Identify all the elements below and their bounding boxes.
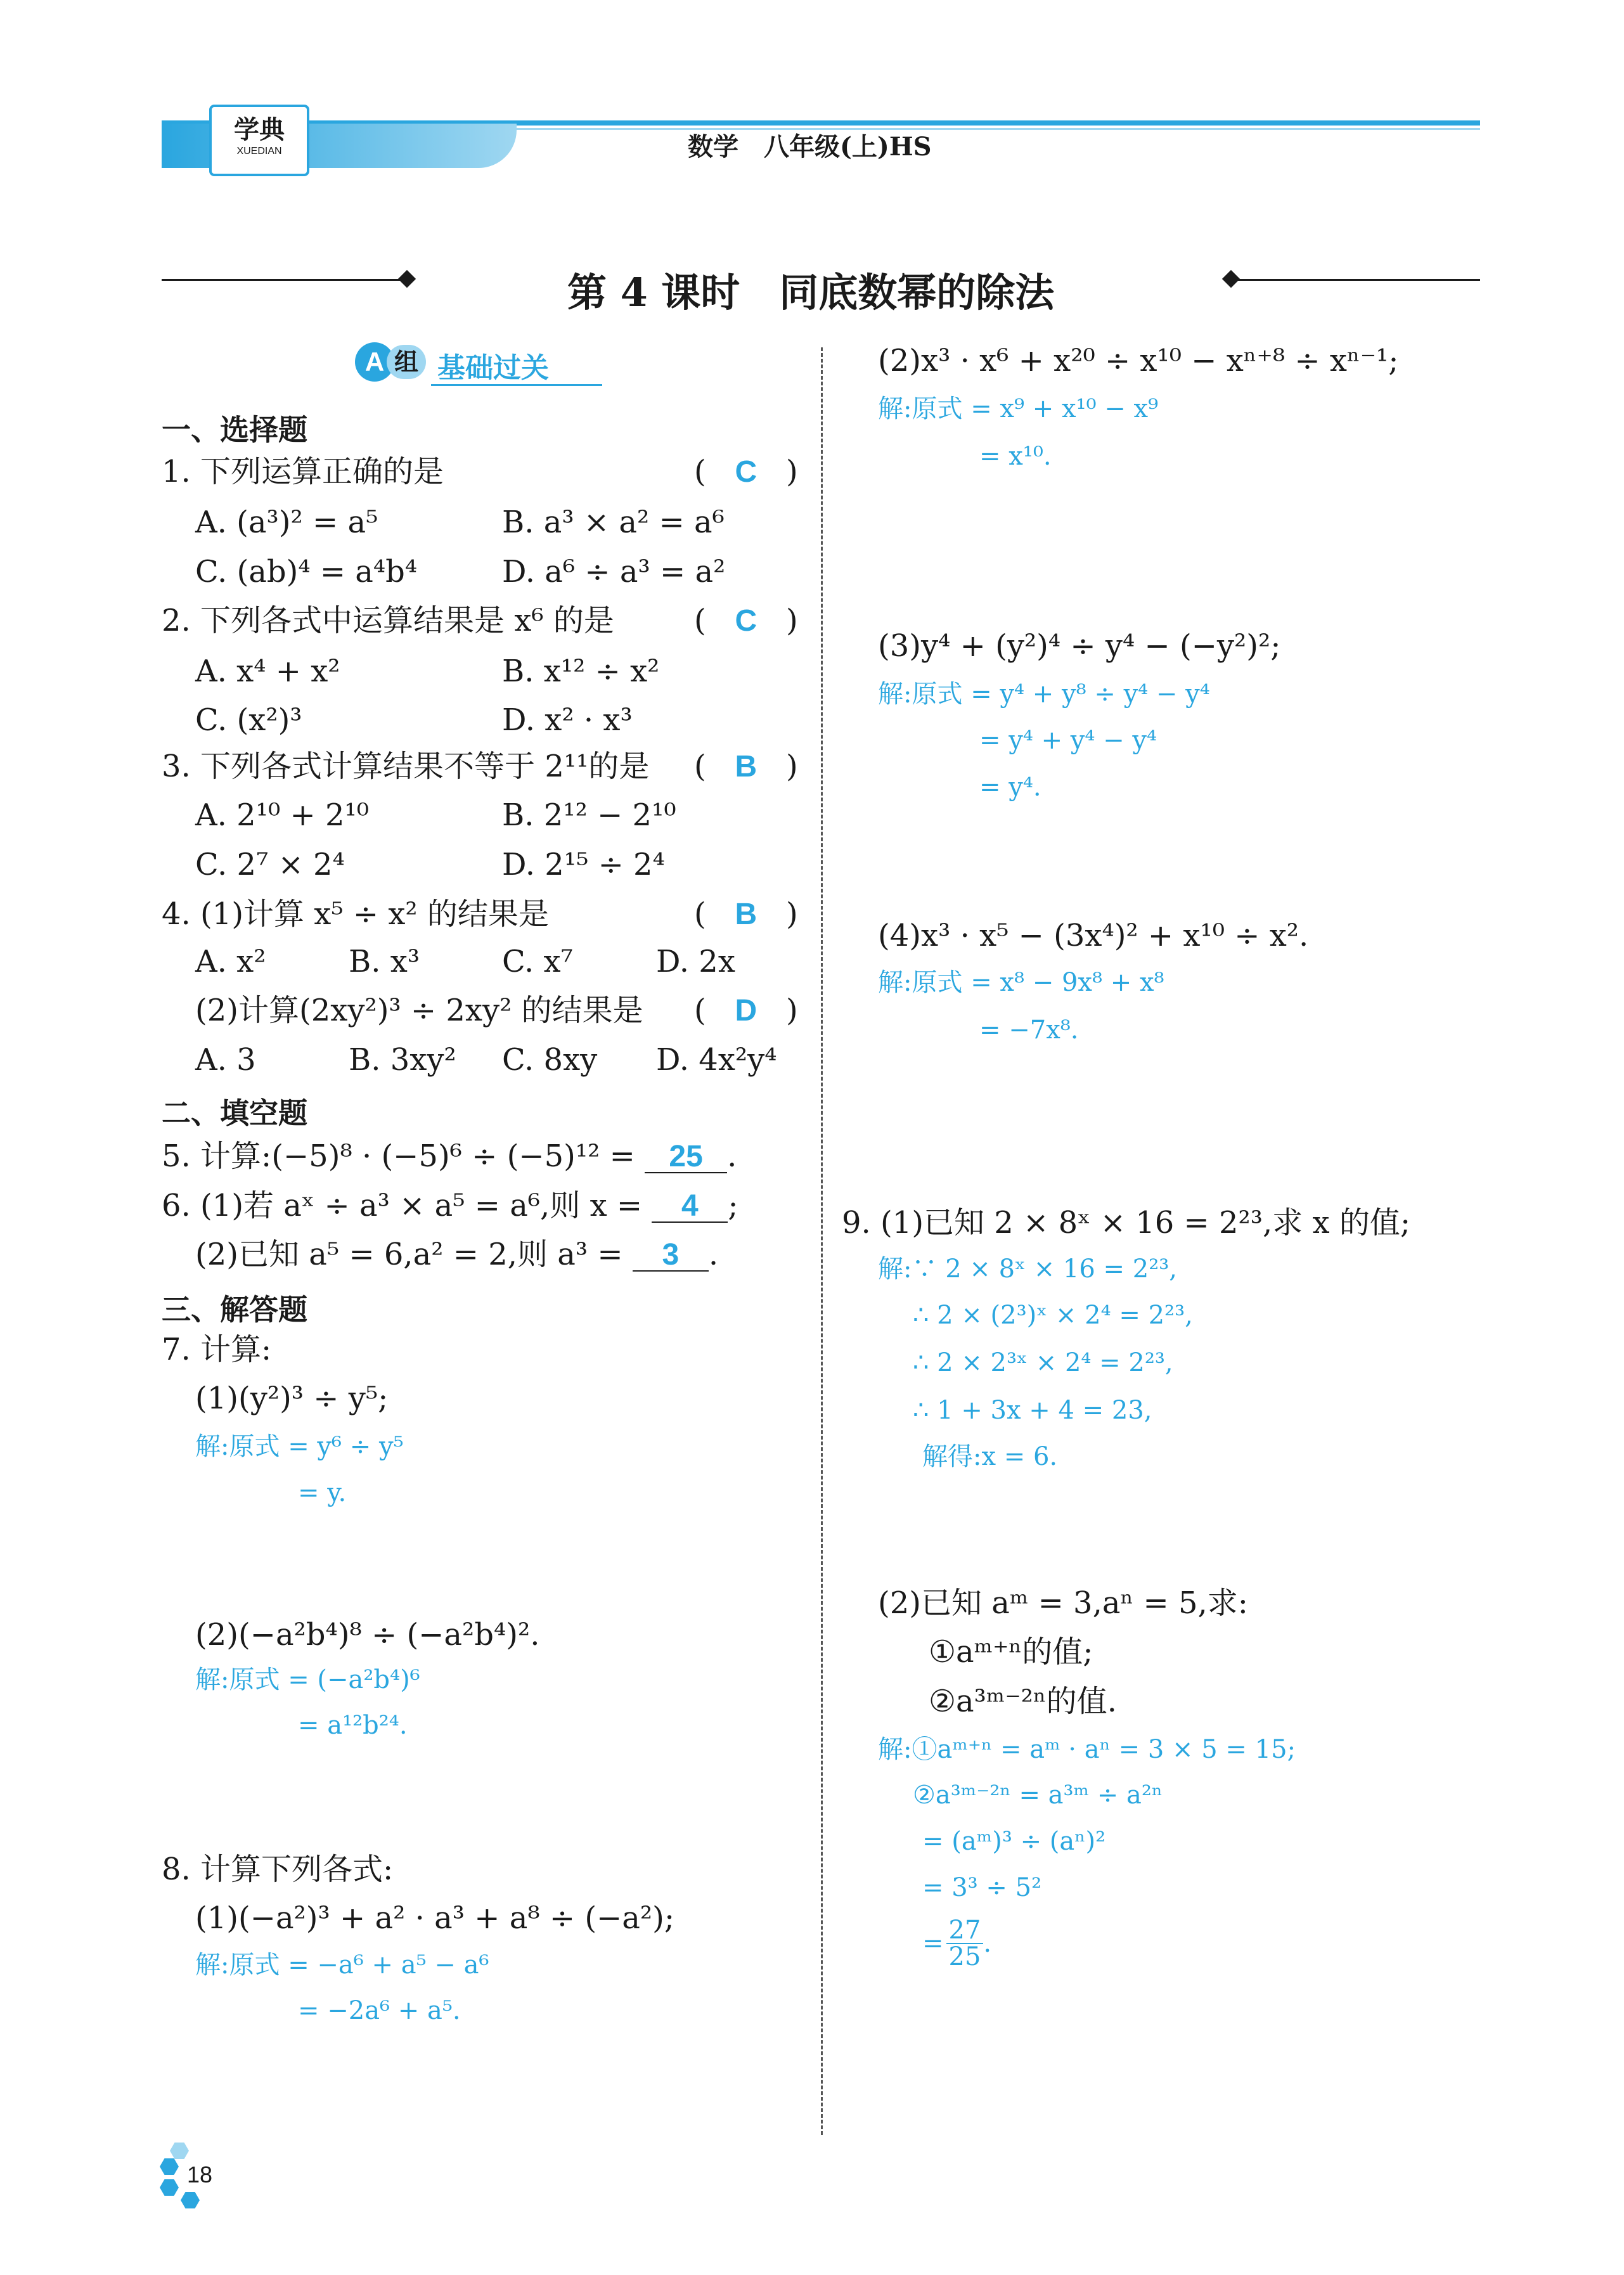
q1-option-d: D. a⁶ ÷ a³ = a² bbox=[502, 554, 726, 590]
q2-option-c: C. (x²)³ bbox=[195, 702, 302, 738]
q3-option-a: A. 2¹⁰ + 2¹⁰ bbox=[195, 797, 369, 833]
column-divider bbox=[821, 347, 823, 2135]
title-rule-right bbox=[1233, 279, 1480, 281]
title-diamond-left bbox=[398, 270, 416, 288]
q6-answer: 4 bbox=[652, 1191, 728, 1223]
q2-option-b: B. x¹² ÷ x² bbox=[502, 654, 660, 689]
q9-2: (2)已知 aᵐ = 3,aⁿ = 5,求: bbox=[878, 1585, 1248, 1621]
q6: 6. (1)若 aˣ ÷ a³ × a⁵ = a⁶,则 x = 4 ; bbox=[162, 1188, 738, 1223]
q7-stem: 7. 计算: bbox=[162, 1332, 272, 1367]
q8-1-solution-2: = −2a⁶ + a⁵. bbox=[298, 1996, 461, 2025]
q4-stem: 4. (1)计算 x⁵ ÷ x² 的结果是 bbox=[162, 896, 549, 932]
q9-2-part-1: ①aᵐ⁺ⁿ的值; bbox=[929, 1634, 1093, 1670]
q8-1-solution-1: 解:原式 = −a⁶ + a⁵ − a⁶ bbox=[195, 1950, 489, 1980]
q8-3-solution-1: 解:原式 = y⁴ + y⁸ ÷ y⁴ − y⁴ bbox=[878, 680, 1210, 709]
q8-4: (4)x³ · x⁵ − (3x⁴)² + x¹⁰ ÷ x². bbox=[878, 918, 1309, 953]
q4-option-d: D. 2x bbox=[656, 944, 735, 979]
q3-stem: 3. 下列各式计算结果不等于 2¹¹的是 bbox=[162, 749, 650, 784]
q4b-option-c: C. 8xy bbox=[502, 1042, 598, 1078]
q7-2-solution-2: = a¹²b²⁴. bbox=[298, 1711, 408, 1740]
q7-1: (1)(y²)³ ÷ y⁵; bbox=[195, 1381, 389, 1416]
q1-stem: 1. 下列运算正确的是 bbox=[162, 454, 444, 489]
q9-1-solution-3: ∴ 2 × 2³ˣ × 2⁴ = 2²³, bbox=[913, 1348, 1173, 1377]
hex-decoration bbox=[170, 2143, 189, 2159]
badge-zu: 组 bbox=[387, 345, 426, 379]
q4b-answer: D bbox=[735, 994, 757, 1028]
q8-3: (3)y⁴ + (y²)⁴ ÷ y⁴ − (−y²)²; bbox=[878, 628, 1281, 664]
q6-stem: 6. (1)若 aˣ ÷ a³ × a⁵ = a⁶,则 x = bbox=[162, 1188, 643, 1223]
logo bbox=[209, 105, 309, 176]
q1-option-b: B. a³ × a² = a⁶ bbox=[502, 505, 725, 540]
hex-decoration bbox=[160, 2158, 179, 2175]
q4b-option-b: B. 3xy² bbox=[349, 1042, 456, 1078]
section-fill: 二、填空题 bbox=[162, 1096, 307, 1130]
q6b-stem: (2)已知 a⁵ = 6,a² = 2,则 a³ = bbox=[195, 1237, 623, 1272]
logo-en: XUEDIAN bbox=[236, 146, 282, 157]
q1-answer: C bbox=[735, 455, 757, 489]
q6b: (2)已知 a⁵ = 6,a² = 2,则 a³ = 3 . bbox=[195, 1237, 719, 1272]
q2-option-a: A. x⁴ + x² bbox=[195, 654, 340, 689]
hex-decoration bbox=[181, 2192, 200, 2208]
group-label: 基础过关 bbox=[437, 352, 549, 384]
q4b-bracket: ( D ) bbox=[694, 993, 798, 1028]
group-underline bbox=[431, 384, 602, 386]
q8-stem: 8. 计算下列各式: bbox=[162, 1852, 394, 1887]
q9-2-solution-5 bbox=[922, 1917, 991, 1969]
q9-1-solution-5: 解得:x = 6. bbox=[922, 1442, 1058, 1471]
q7-2: (2)(−a²b⁴)⁸ ÷ (−a²b⁴)². bbox=[195, 1617, 540, 1653]
fraction bbox=[946, 1917, 984, 1969]
q2-option-d: D. x² · x³ bbox=[502, 702, 633, 738]
q8-3-solution-2: = y⁴ + y⁴ − y⁴ bbox=[979, 726, 1157, 755]
q9-1: 9. (1)已知 2 × 8ˣ × 16 = 2²³,求 x 的值; bbox=[842, 1205, 1411, 1241]
q4-option-a: A. x² bbox=[195, 944, 266, 979]
q8-2: (2)x³ · x⁶ + x²⁰ ÷ x¹⁰ − xⁿ⁺⁸ ÷ xⁿ⁻¹; bbox=[878, 343, 1399, 378]
section-choice: 一、选择题 bbox=[162, 413, 307, 447]
q4-option-b: B. x³ bbox=[349, 944, 420, 979]
q2-stem: 2. 下列各式中运算结果是 x⁶ 的是 bbox=[162, 603, 614, 638]
q3-option-d: D. 2¹⁵ ÷ 2⁴ bbox=[502, 847, 665, 882]
q8-2-solution-2: = x¹⁰. bbox=[979, 442, 1052, 471]
q9-1-solution-4: ∴ 1 + 3x + 4 = 23, bbox=[913, 1396, 1152, 1425]
q7-2-solution-1: 解:原式 = (−a²b⁴)⁶ bbox=[195, 1665, 420, 1694]
page-number: 18 bbox=[187, 2162, 213, 2188]
q9-2-solution-1: 解:①aᵐ⁺ⁿ = aᵐ · aⁿ = 3 × 5 = 15; bbox=[878, 1735, 1296, 1764]
logo-cn: 学典 bbox=[234, 115, 285, 145]
q4-answer: B bbox=[735, 898, 757, 931]
q1-option-a: A. (a³)² = a⁵ bbox=[195, 505, 378, 540]
hex-decoration bbox=[160, 2179, 179, 2196]
page-title: 第 4 课时 同底数幂的除法 bbox=[567, 269, 1055, 316]
q7-1-solution-1: 解:原式 = y⁶ ÷ y⁵ bbox=[195, 1432, 404, 1461]
q9-2-solution-4: = 3³ ÷ 5² bbox=[922, 1873, 1042, 1902]
q4b-option-a: A. 3 bbox=[195, 1042, 256, 1078]
q9-2-part-2: ②a³ᵐ⁻²ⁿ的值. bbox=[929, 1684, 1117, 1719]
title-rule-left bbox=[162, 279, 409, 281]
q8-4-solution-1: 解:原式 = x⁸ − 9x⁸ + x⁸ bbox=[878, 968, 1164, 997]
q9-1-solution-2: ∴ 2 × (2³)ˣ × 2⁴ = 2²³, bbox=[913, 1301, 1193, 1330]
fraction-numerator: 27 bbox=[946, 1917, 984, 1944]
q4b-stem: (2)计算(2xy²)³ ÷ 2xy² 的结果是 bbox=[195, 993, 643, 1028]
q3-option-b: B. 2¹² − 2¹⁰ bbox=[502, 797, 676, 833]
fraction-denominator: 25 bbox=[948, 1942, 981, 1971]
q7-1-solution-2: = y. bbox=[298, 1478, 347, 1507]
q5-stem: 5. 计算:(−5)⁸ · (−5)⁶ ÷ (−5)¹² = bbox=[162, 1138, 635, 1174]
q1-bracket: ( C ) bbox=[694, 454, 798, 489]
q8-1: (1)(−a²)³ + a² · a³ + a⁸ ÷ (−a²); bbox=[195, 1900, 675, 1936]
q2-bracket: ( C ) bbox=[694, 603, 798, 638]
q9-2-solution-3: = (aᵐ)³ ÷ (aⁿ)² bbox=[922, 1827, 1106, 1856]
q9-2-solution-2: ②a³ᵐ⁻²ⁿ = a³ᵐ ÷ a²ⁿ bbox=[913, 1781, 1163, 1810]
group-badge bbox=[355, 342, 602, 388]
badge-a: A bbox=[355, 342, 394, 382]
q3-option-c: C. 2⁷ × 2⁴ bbox=[195, 847, 345, 882]
q9-1-solution-1: 解:∵ 2 × 8ˣ × 16 = 2²³, bbox=[878, 1254, 1178, 1284]
q8-2-solution-1: 解:原式 = x⁹ + x¹⁰ − x⁹ bbox=[878, 394, 1159, 423]
q3-answer: B bbox=[735, 750, 757, 783]
q4-option-c: C. x⁷ bbox=[502, 944, 573, 979]
fraction-equals: = bbox=[922, 1929, 944, 1958]
q5-answer: 25 bbox=[645, 1142, 727, 1173]
section-answer: 三、解答题 bbox=[162, 1292, 307, 1327]
fraction-period: . bbox=[983, 1929, 992, 1958]
q8-4-solution-2: = −7x⁸. bbox=[979, 1015, 1079, 1045]
header-subject: 数学 八年级(上)HS bbox=[688, 132, 932, 162]
q2-answer: C bbox=[735, 604, 757, 638]
q6b-answer: 3 bbox=[633, 1240, 709, 1272]
q4-bracket: ( B ) bbox=[694, 896, 798, 932]
q3-bracket: ( B ) bbox=[694, 749, 798, 784]
q4b-option-d: D. 4x²y⁴ bbox=[656, 1042, 777, 1078]
q8-3-solution-3: = y⁴. bbox=[979, 773, 1041, 802]
q1-option-c: C. (ab)⁴ = a⁴b⁴ bbox=[195, 554, 418, 590]
q5: 5. 计算:(−5)⁸ · (−5)⁶ ÷ (−5)¹² = 25 . bbox=[162, 1138, 737, 1174]
